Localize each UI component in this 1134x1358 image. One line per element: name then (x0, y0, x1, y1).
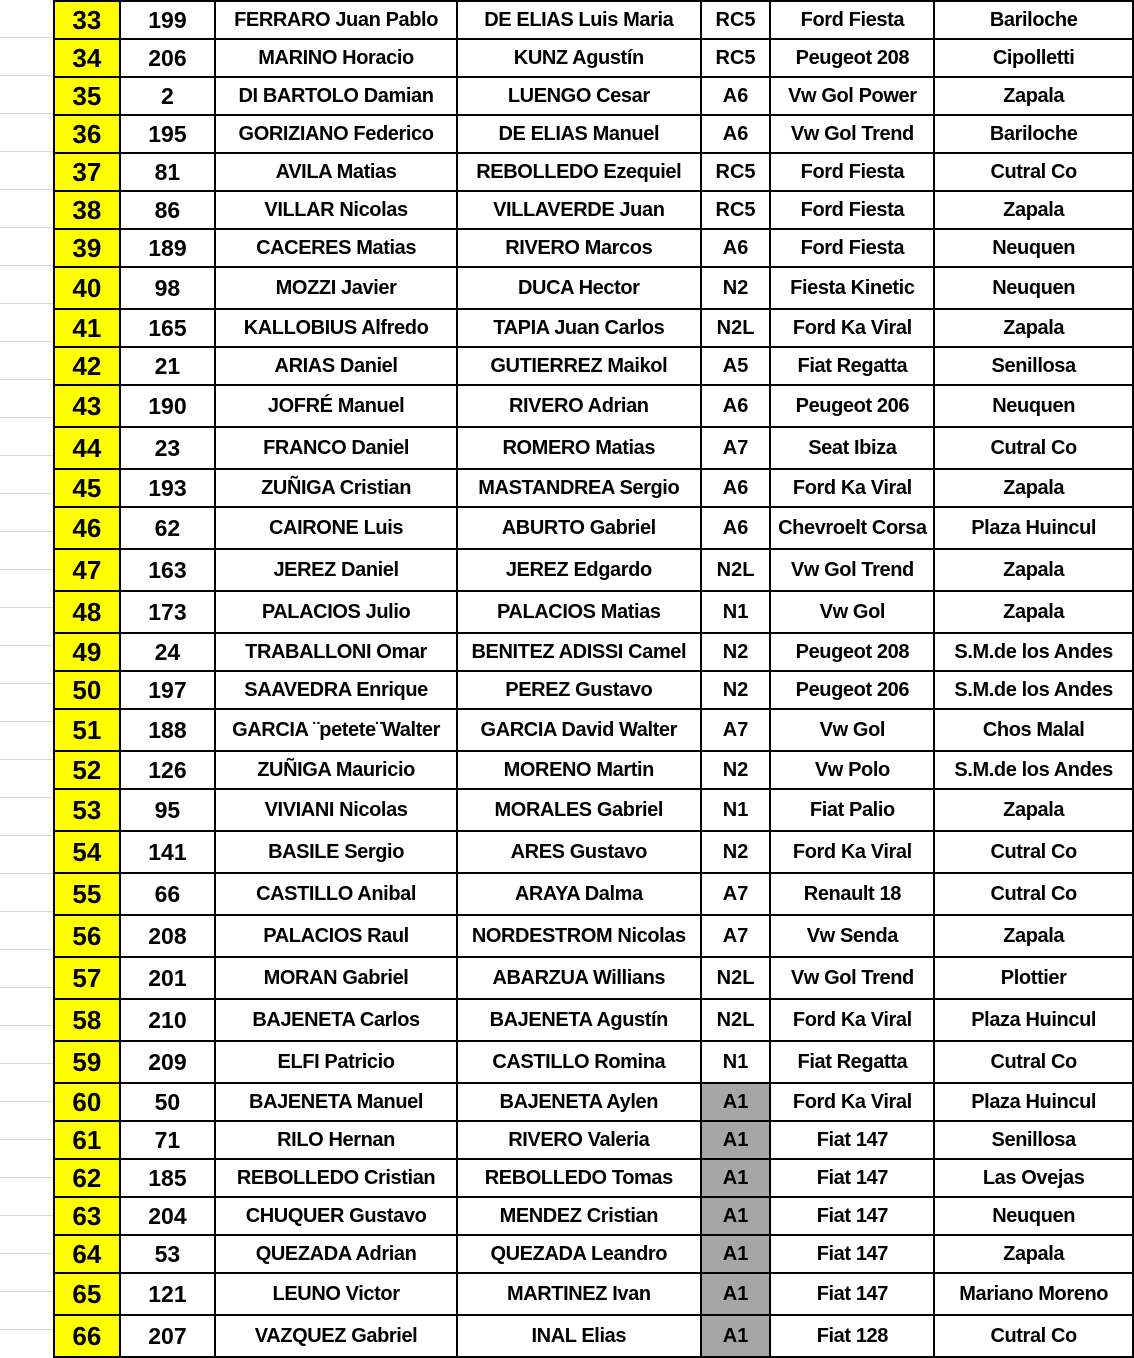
car-number-cell: 23 (120, 427, 216, 469)
car-number-cell: 197 (120, 671, 216, 709)
copilot-cell: JEREZ Edgardo (457, 549, 701, 591)
copilot-cell: REBOLLEDO Ezequiel (457, 153, 701, 191)
position-cell: 57 (54, 957, 120, 999)
car-number-cell: 121 (120, 1273, 216, 1315)
car-model-cell: Ford Ka Viral (770, 469, 934, 507)
class-cell: A6 (701, 115, 771, 153)
city-cell: Senillosa (934, 1121, 1133, 1159)
city-cell: Cutral Co (934, 873, 1133, 915)
pilot-cell: ARIAS Daniel (215, 347, 457, 385)
city-cell: Senillosa (934, 347, 1133, 385)
copilot-cell: TAPIA Juan Carlos (457, 309, 701, 347)
class-cell: A6 (701, 229, 771, 267)
table-row (54, 709, 1133, 751)
car-model-cell: Vw Gol Power (770, 77, 934, 115)
table-row (54, 1315, 1133, 1357)
city-cell: Zapala (934, 789, 1133, 831)
city-cell: Plaza Huincul (934, 999, 1133, 1041)
car-model-cell: Ford Ka Viral (770, 831, 934, 873)
class-cell: N1 (701, 591, 771, 633)
table-row (54, 1159, 1133, 1197)
city-cell: Neuquen (934, 229, 1133, 267)
position-cell: 58 (54, 999, 120, 1041)
car-model-cell: Peugeot 206 (770, 385, 934, 427)
table-row (54, 309, 1133, 347)
city-cell: Cipolletti (934, 39, 1133, 77)
table-row (54, 347, 1133, 385)
car-model-cell: Vw Polo (770, 751, 934, 789)
pilot-cell: TRABALLONI Omar (215, 633, 457, 671)
position-cell: 62 (54, 1159, 120, 1197)
position-cell: 55 (54, 873, 120, 915)
car-number-cell: 86 (120, 191, 216, 229)
copilot-cell: MENDEZ Cristian (457, 1197, 701, 1235)
car-model-cell: Ford Fiesta (770, 191, 934, 229)
pilot-cell: GARCIA ¨petete¨Walter (215, 709, 457, 751)
table-row (54, 671, 1133, 709)
car-number-cell: 207 (120, 1315, 216, 1357)
city-cell: Neuquen (934, 385, 1133, 427)
table-row (54, 549, 1133, 591)
city-cell: Las Ovejas (934, 1159, 1133, 1197)
table-row (54, 1235, 1133, 1273)
city-cell: Zapala (934, 915, 1133, 957)
car-model-cell: Fiat Regatta (770, 347, 934, 385)
table-row (54, 1, 1133, 39)
table-row (54, 831, 1133, 873)
position-cell: 36 (54, 115, 120, 153)
car-model-cell: Fiat 147 (770, 1159, 934, 1197)
pilot-cell: MORAN Gabriel (215, 957, 457, 999)
class-cell: A1 (701, 1197, 771, 1235)
copilot-cell: BENITEZ ADISSI Camel (457, 633, 701, 671)
pilot-cell: LEUNO Victor (215, 1273, 457, 1315)
copilot-cell: PALACIOS Matias (457, 591, 701, 633)
car-number-cell: 2 (120, 77, 216, 115)
car-number-cell: 208 (120, 915, 216, 957)
table-row (54, 39, 1133, 77)
car-number-cell: 204 (120, 1197, 216, 1235)
car-model-cell: Ford Ka Viral (770, 309, 934, 347)
car-number-cell: 163 (120, 549, 216, 591)
class-cell: A1 (701, 1083, 771, 1121)
table-row (54, 469, 1133, 507)
car-number-cell: 190 (120, 385, 216, 427)
city-cell: Cutral Co (934, 153, 1133, 191)
class-cell: N2L (701, 999, 771, 1041)
position-cell: 51 (54, 709, 120, 751)
pilot-cell: CHUQUER Gustavo (215, 1197, 457, 1235)
pilot-cell: CACERES Matias (215, 229, 457, 267)
city-cell: Neuquen (934, 1197, 1133, 1235)
pilot-cell: KALLOBIUS Alfredo (215, 309, 457, 347)
car-number-cell: 173 (120, 591, 216, 633)
position-cell: 60 (54, 1083, 120, 1121)
copilot-cell: ABARZUA Willians (457, 957, 701, 999)
copilot-cell: CASTILLO Romina (457, 1041, 701, 1083)
class-cell: RC5 (701, 153, 771, 191)
city-cell: S.M.de los Andes (934, 633, 1133, 671)
position-cell: 63 (54, 1197, 120, 1235)
car-number-cell: 189 (120, 229, 216, 267)
class-cell: A7 (701, 427, 771, 469)
copilot-cell: DE ELIAS Luis Maria (457, 1, 701, 39)
city-cell: Zapala (934, 309, 1133, 347)
copilot-cell: MORALES Gabriel (457, 789, 701, 831)
car-model-cell: Vw Gol Trend (770, 957, 934, 999)
class-cell: RC5 (701, 1, 771, 39)
pilot-cell: FRANCO Daniel (215, 427, 457, 469)
pilot-cell: ZUÑIGA Mauricio (215, 751, 457, 789)
car-model-cell: Fiat 147 (770, 1121, 934, 1159)
table-row (54, 1197, 1133, 1235)
pilot-cell: ELFI Patricio (215, 1041, 457, 1083)
class-cell: N2L (701, 549, 771, 591)
pilot-cell: SAAVEDRA Enrique (215, 671, 457, 709)
car-number-cell: 53 (120, 1235, 216, 1273)
class-cell: N2 (701, 633, 771, 671)
copilot-cell: BAJENETA Agustín (457, 999, 701, 1041)
position-cell: 64 (54, 1235, 120, 1273)
class-cell: A7 (701, 915, 771, 957)
class-cell: A1 (701, 1121, 771, 1159)
table-row (54, 267, 1133, 309)
car-number-cell: 165 (120, 309, 216, 347)
table-row (54, 1121, 1133, 1159)
city-cell: Bariloche (934, 115, 1133, 153)
car-model-cell: Fiat 147 (770, 1273, 934, 1315)
position-cell: 42 (54, 347, 120, 385)
results-table (53, 0, 1134, 1358)
position-cell: 33 (54, 1, 120, 39)
car-number-cell: 188 (120, 709, 216, 751)
car-number-cell: 95 (120, 789, 216, 831)
car-number-cell: 185 (120, 1159, 216, 1197)
copilot-cell: KUNZ Agustín (457, 39, 701, 77)
copilot-cell: ABURTO Gabriel (457, 507, 701, 549)
position-cell: 40 (54, 267, 120, 309)
pilot-cell: VIVIANI Nicolas (215, 789, 457, 831)
copilot-cell: ARAYA Dalma (457, 873, 701, 915)
city-cell: Zapala (934, 469, 1133, 507)
car-number-cell: 71 (120, 1121, 216, 1159)
class-cell: A1 (701, 1273, 771, 1315)
pilot-cell: MOZZI Javier (215, 267, 457, 309)
copilot-cell: NORDESTROM Nicolas (457, 915, 701, 957)
position-cell: 43 (54, 385, 120, 427)
position-cell: 65 (54, 1273, 120, 1315)
car-model-cell: Fiat Palio (770, 789, 934, 831)
car-number-cell: 62 (120, 507, 216, 549)
copilot-cell: DUCA Hector (457, 267, 701, 309)
city-cell: Bariloche (934, 1, 1133, 39)
car-model-cell: Fiat 147 (770, 1197, 934, 1235)
class-cell: N2 (701, 751, 771, 789)
table-row (54, 1083, 1133, 1121)
row-gutter (0, 0, 54, 1358)
city-cell: S.M.de los Andes (934, 671, 1133, 709)
copilot-cell: ARES Gustavo (457, 831, 701, 873)
position-cell: 48 (54, 591, 120, 633)
city-cell: Chos Malal (934, 709, 1133, 751)
car-model-cell: Fiesta Kinetic (770, 267, 934, 309)
pilot-cell: JOFRÉ Manuel (215, 385, 457, 427)
table-row (54, 751, 1133, 789)
car-number-cell: 50 (120, 1083, 216, 1121)
table-row (54, 115, 1133, 153)
table-row (54, 633, 1133, 671)
car-model-cell: Ford Ka Viral (770, 999, 934, 1041)
table-row (54, 1041, 1133, 1083)
city-cell: Zapala (934, 591, 1133, 633)
pilot-cell: JEREZ Daniel (215, 549, 457, 591)
pilot-cell: PALACIOS Raul (215, 915, 457, 957)
pilot-cell: DI BARTOLO Damian (215, 77, 457, 115)
position-cell: 34 (54, 39, 120, 77)
position-cell: 41 (54, 309, 120, 347)
table-row (54, 999, 1133, 1041)
table-row (54, 591, 1133, 633)
pilot-cell: RILO Hernan (215, 1121, 457, 1159)
class-cell: A7 (701, 709, 771, 751)
car-model-cell: Ford Fiesta (770, 1, 934, 39)
car-number-cell: 21 (120, 347, 216, 385)
car-model-cell: Ford Ka Viral (770, 1083, 934, 1121)
class-cell: A6 (701, 77, 771, 115)
copilot-cell: BAJENETA Aylen (457, 1083, 701, 1121)
class-cell: RC5 (701, 39, 771, 77)
car-number-cell: 209 (120, 1041, 216, 1083)
city-cell: Neuquen (934, 267, 1133, 309)
car-model-cell: Seat Ibiza (770, 427, 934, 469)
copilot-cell: GARCIA David Walter (457, 709, 701, 751)
copilot-cell: PEREZ Gustavo (457, 671, 701, 709)
car-number-cell: 210 (120, 999, 216, 1041)
position-cell: 59 (54, 1041, 120, 1083)
position-cell: 53 (54, 789, 120, 831)
car-model-cell: Fiat 128 (770, 1315, 934, 1357)
position-cell: 66 (54, 1315, 120, 1357)
pilot-cell: MARINO Horacio (215, 39, 457, 77)
class-cell: N2 (701, 267, 771, 309)
table-row (54, 153, 1133, 191)
position-cell: 52 (54, 751, 120, 789)
table-row (54, 789, 1133, 831)
copilot-cell: REBOLLEDO Tomas (457, 1159, 701, 1197)
copilot-cell: ROMERO Matias (457, 427, 701, 469)
position-cell: 35 (54, 77, 120, 115)
pilot-cell: REBOLLEDO Cristian (215, 1159, 457, 1197)
position-cell: 61 (54, 1121, 120, 1159)
copilot-cell: LUENGO Cesar (457, 77, 701, 115)
class-cell: RC5 (701, 191, 771, 229)
car-model-cell: Vw Gol (770, 591, 934, 633)
copilot-cell: QUEZADA Leandro (457, 1235, 701, 1273)
class-cell: A1 (701, 1315, 771, 1357)
copilot-cell: VILLAVERDE Juan (457, 191, 701, 229)
class-cell: N1 (701, 789, 771, 831)
class-cell: A6 (701, 385, 771, 427)
car-number-cell: 193 (120, 469, 216, 507)
copilot-cell: RIVERO Adrian (457, 385, 701, 427)
city-cell: Mariano Moreno (934, 1273, 1133, 1315)
pilot-cell: GORIZIANO Federico (215, 115, 457, 153)
car-model-cell: Peugeot 208 (770, 633, 934, 671)
position-cell: 45 (54, 469, 120, 507)
position-cell: 47 (54, 549, 120, 591)
pilot-cell: AVILA Matias (215, 153, 457, 191)
position-cell: 54 (54, 831, 120, 873)
table-row (54, 385, 1133, 427)
class-cell: N1 (701, 1041, 771, 1083)
pilot-cell: VAZQUEZ Gabriel (215, 1315, 457, 1357)
copilot-cell: GUTIERREZ Maikol (457, 347, 701, 385)
table-row (54, 427, 1133, 469)
table-row (54, 873, 1133, 915)
position-cell: 37 (54, 153, 120, 191)
class-cell: A6 (701, 469, 771, 507)
city-cell: Plaza Huincul (934, 507, 1133, 549)
copilot-cell: RIVERO Marcos (457, 229, 701, 267)
table-row (54, 229, 1133, 267)
car-model-cell: Renault 18 (770, 873, 934, 915)
copilot-cell: MASTANDREA Sergio (457, 469, 701, 507)
car-number-cell: 24 (120, 633, 216, 671)
car-model-cell: Ford Fiesta (770, 229, 934, 267)
car-number-cell: 81 (120, 153, 216, 191)
car-model-cell: Vw Gol Trend (770, 115, 934, 153)
car-model-cell: Fiat 147 (770, 1235, 934, 1273)
copilot-cell: INAL Elias (457, 1315, 701, 1357)
pilot-cell: VILLAR Nicolas (215, 191, 457, 229)
city-cell: Plaza Huincul (934, 1083, 1133, 1121)
city-cell: Cutral Co (934, 427, 1133, 469)
class-cell: A1 (701, 1235, 771, 1273)
results-rows (54, 1, 1133, 1357)
city-cell: Zapala (934, 549, 1133, 591)
city-cell: Zapala (934, 1235, 1133, 1273)
copilot-cell: MORENO Martin (457, 751, 701, 789)
car-model-cell: Vw Gol Trend (770, 549, 934, 591)
car-number-cell: 126 (120, 751, 216, 789)
car-number-cell: 141 (120, 831, 216, 873)
position-cell: 56 (54, 915, 120, 957)
table-row (54, 77, 1133, 115)
pilot-cell: CASTILLO Anibal (215, 873, 457, 915)
pilot-cell: BAJENETA Carlos (215, 999, 457, 1041)
class-cell: N2L (701, 957, 771, 999)
pilot-cell: CAIRONE Luis (215, 507, 457, 549)
city-cell: Zapala (934, 77, 1133, 115)
class-cell: N2 (701, 831, 771, 873)
car-model-cell: Vw Senda (770, 915, 934, 957)
class-cell: N2L (701, 309, 771, 347)
car-number-cell: 206 (120, 39, 216, 77)
city-cell: S.M.de los Andes (934, 751, 1133, 789)
position-cell: 50 (54, 671, 120, 709)
car-number-cell: 201 (120, 957, 216, 999)
class-cell: N2 (701, 671, 771, 709)
city-cell: Zapala (934, 191, 1133, 229)
table-row (54, 915, 1133, 957)
car-model-cell: Chevroelt Corsa (770, 507, 934, 549)
class-cell: A6 (701, 507, 771, 549)
position-cell: 38 (54, 191, 120, 229)
pilot-cell: BAJENETA Manuel (215, 1083, 457, 1121)
pilot-cell: BASILE Sergio (215, 831, 457, 873)
class-cell: A7 (701, 873, 771, 915)
copilot-cell: DE ELIAS Manuel (457, 115, 701, 153)
pilot-cell: QUEZADA Adrian (215, 1235, 457, 1273)
city-cell: Cutral Co (934, 1315, 1133, 1357)
car-model-cell: Fiat Regatta (770, 1041, 934, 1083)
copilot-cell: MARTINEZ Ivan (457, 1273, 701, 1315)
position-cell: 44 (54, 427, 120, 469)
position-cell: 49 (54, 633, 120, 671)
table-row (54, 191, 1133, 229)
position-cell: 46 (54, 507, 120, 549)
position-cell: 39 (54, 229, 120, 267)
copilot-cell: RIVERO Valeria (457, 1121, 701, 1159)
pilot-cell: ZUÑIGA Cristian (215, 469, 457, 507)
car-number-cell: 98 (120, 267, 216, 309)
car-model-cell: Peugeot 206 (770, 671, 934, 709)
class-cell: A5 (701, 347, 771, 385)
class-cell: A1 (701, 1159, 771, 1197)
city-cell: Plottier (934, 957, 1133, 999)
pilot-cell: PALACIOS Julio (215, 591, 457, 633)
pilot-cell: FERRARO Juan Pablo (215, 1, 457, 39)
car-number-cell: 195 (120, 115, 216, 153)
city-cell: Cutral Co (934, 831, 1133, 873)
car-model-cell: Peugeot 208 (770, 39, 934, 77)
table-row (54, 1273, 1133, 1315)
city-cell: Cutral Co (934, 1041, 1133, 1083)
table-row (54, 507, 1133, 549)
table-row (54, 957, 1133, 999)
car-number-cell: 199 (120, 1, 216, 39)
car-number-cell: 66 (120, 873, 216, 915)
car-model-cell: Vw Gol (770, 709, 934, 751)
car-model-cell: Ford Fiesta (770, 153, 934, 191)
